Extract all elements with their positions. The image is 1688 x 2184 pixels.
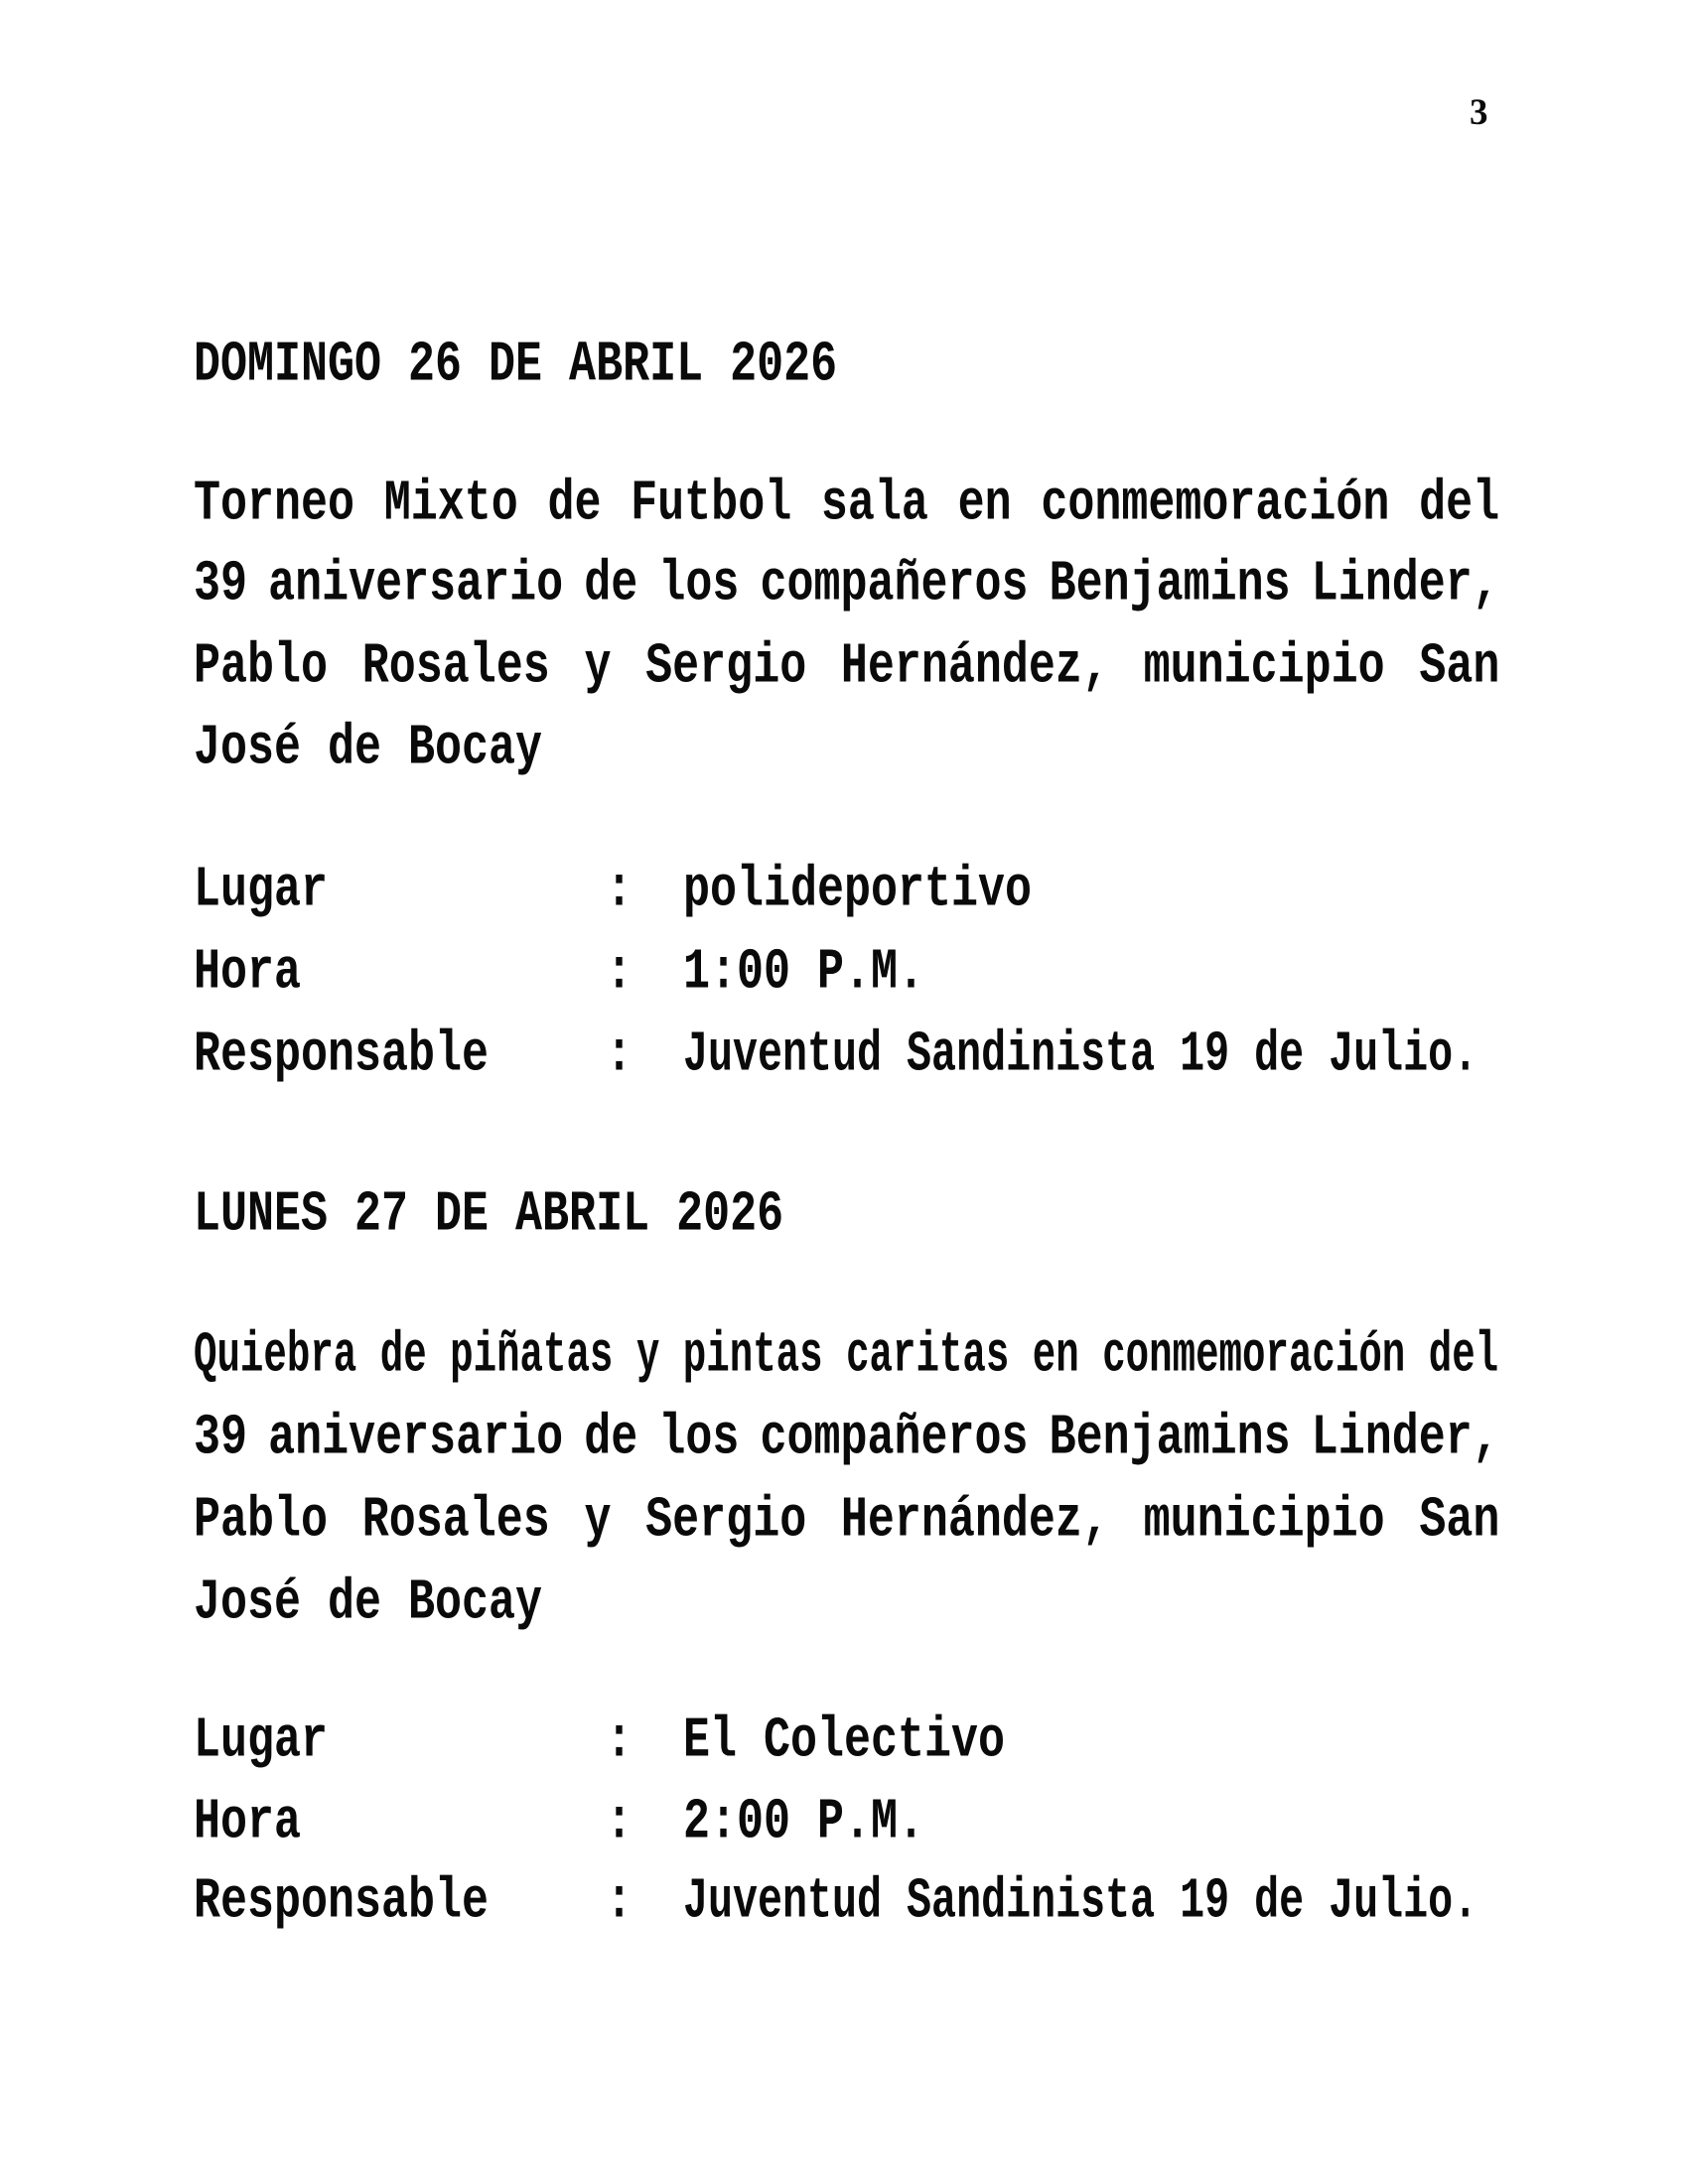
paragraph-line: Pablo Rosales y Sergio Hernández, municipio San	[194, 1487, 1500, 1554]
field-label: Lugar	[194, 1707, 329, 1774]
section-1-heading-row	[194, 324, 1499, 406]
section-heading: DOMINGO 26 DE ABRIL 2026	[194, 332, 838, 398]
section-2-paragraph-row	[194, 1397, 1499, 1479]
section-2-paragraph-row	[194, 1314, 1499, 1397]
section-1-paragraph-row	[194, 625, 1499, 708]
paragraph-line: 39 aniversario de los compañeros Benjamins Linder,	[194, 551, 1499, 617]
section-1-paragraph-row	[194, 543, 1499, 625]
paragraph-line: Torneo Mixto de Futbol sala en conmemoración del	[194, 471, 1500, 537]
field-value: El Colectivo	[683, 1707, 1006, 1774]
field-value: polideportivo	[683, 857, 1033, 923]
section-1-paragraph-row	[194, 707, 1499, 789]
section-1-field-row-hora	[194, 931, 1499, 1014]
section-2-field-row-responsable	[194, 1860, 1499, 1943]
field-label: Responsable	[194, 1022, 490, 1088]
section-heading: LUNES 27 DE ABRIL 2026	[194, 1181, 784, 1248]
section-1-field-row-responsable	[194, 1014, 1499, 1096]
field-label: Lugar	[194, 857, 329, 923]
field-value: Juventud Sandinista 19 de Julio.	[683, 1022, 1478, 1088]
field-value: 1:00 P.M.	[683, 939, 925, 1006]
paragraph-line: Quiebra de piñatas y pintas caritas en conmemoración del	[194, 1322, 1499, 1389]
section-1-paragraph-row	[194, 463, 1499, 545]
section-2-field-row-lugar	[194, 1700, 1499, 1782]
paragraph-line: José de Bocay	[194, 1570, 543, 1636]
field-colon: :	[606, 1707, 633, 1774]
field-colon: :	[606, 1868, 633, 1935]
field-colon: :	[606, 939, 633, 1006]
page-number: 3	[1470, 92, 1488, 133]
section-2-field-row-hora	[194, 1781, 1499, 1863]
section-2-paragraph-row	[194, 1562, 1499, 1644]
field-colon: :	[606, 1789, 633, 1855]
field-value: Juventud Sandinista 19 de Julio.	[683, 1868, 1478, 1935]
field-colon: :	[606, 1022, 633, 1088]
field-colon: :	[606, 857, 633, 923]
field-value: 2:00 P.M.	[683, 1789, 925, 1855]
section-2-heading-row	[194, 1173, 1499, 1256]
field-label: Responsable	[194, 1868, 490, 1935]
section-1-field-row-lugar	[194, 849, 1499, 931]
paragraph-line: José de Bocay	[194, 715, 543, 781]
paragraph-line: 39 aniversario de los compañeros Benjamins Linder,	[194, 1405, 1499, 1471]
field-label: Hora	[194, 1789, 302, 1855]
paragraph-line: Pablo Rosales y Sergio Hernández, municipio San	[194, 633, 1500, 700]
section-2-paragraph-row	[194, 1479, 1499, 1562]
field-label: Hora	[194, 939, 302, 1006]
